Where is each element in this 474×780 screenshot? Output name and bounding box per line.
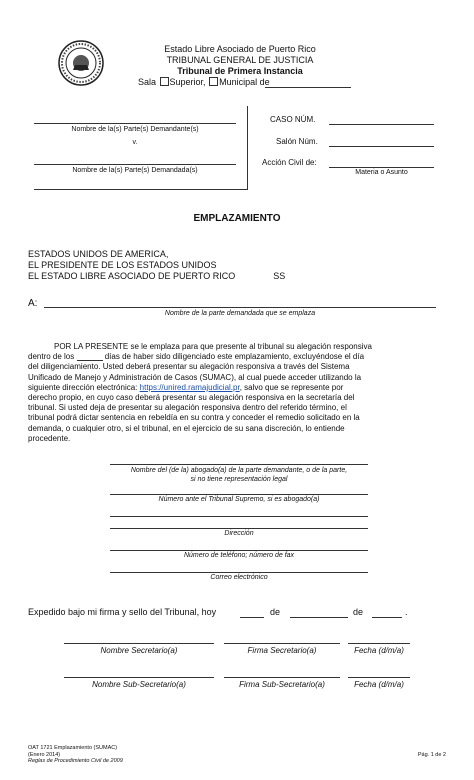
ss-label: SS — [273, 271, 286, 281]
dia-field[interactable] — [240, 617, 264, 618]
abogado-caption-line2: si no tiene representación legal — [190, 476, 288, 483]
ano-field[interactable] — [372, 617, 402, 618]
body-line: tribunal. Si usted deja de presentar su alegación responsiva dentro del referido término, el — [28, 403, 347, 413]
a-caption: Nombre de la parte demandada que se emplaza — [164, 310, 316, 317]
header-line3: Tribunal de Primera Instancia — [177, 66, 303, 76]
salon-num-label: Salón Núm. — [276, 137, 318, 146]
demandante-line[interactable] — [34, 123, 236, 124]
secretario-fecha-caption: Fecha (d/m/a) — [354, 646, 404, 655]
subsecretario-nombre-caption: Nombre Sub-Secretario(a) — [92, 680, 186, 689]
expedido-de1: de — [270, 607, 281, 617]
body-text-span: siguiente dirección electrónica: — [28, 382, 138, 392]
abogado-caption — [110, 466, 368, 484]
body-line: del diligenciamiento. Usted deberá presentar su alegación responsiva a través del Sistema — [28, 362, 350, 372]
versus-label: v. — [132, 139, 138, 146]
addressee-line3: EL ESTADO LIBRE ASOCIADO DE PUERTO RICO — [28, 271, 236, 281]
expedido-text: Expedido bajo mi firma y sello del Tribunal, hoy — [28, 607, 217, 617]
sumac-link[interactable]: https://unired.ramajudicial.pr — [139, 382, 240, 392]
header-line2: TRIBUNAL GENERAL DE JUSTICIA — [166, 55, 314, 65]
body-text-span: dentro de los — [28, 352, 75, 362]
body-text-span: días de haber sido diligenciado este emplazamiento, excluyéndose el día — [104, 352, 365, 362]
sala-row — [138, 77, 270, 87]
demandada-label: Nombre de la(s) Parte(s) Demandada(s) — [72, 167, 198, 174]
municipal-line[interactable] — [265, 87, 351, 88]
accion-civil-label: Acción Civil de: — [262, 158, 317, 167]
superior-checkbox[interactable] — [160, 77, 169, 86]
document-title: EMPLAZAMIENTO — [193, 213, 281, 224]
body-line: POR LA PRESENTE se le emplaza para que presente al tribunal su alegación responsiva — [54, 342, 372, 351]
secretario-fecha-field[interactable] — [348, 643, 410, 644]
municipal-label: Municipal de — [219, 77, 270, 87]
expedido-period: . — [405, 607, 408, 617]
expedido-de2: de — [353, 607, 364, 617]
abogado-caption-line1: Nombre del (de la) abogado(a) de la parte demandante, o de la parte, — [130, 467, 348, 474]
header-line1: Estado Libre Asociado de Puerto Rico — [164, 44, 316, 54]
body-line: derecho propio, en cuyo caso deberá presentar su alegación responsiva en la secretaría del — [28, 393, 355, 403]
body-line: procedente. — [28, 433, 71, 443]
form-footer — [28, 745, 123, 765]
accion-civil-field[interactable] — [329, 167, 434, 168]
caption-divider — [247, 106, 248, 190]
materia-label: Materia o Asunto — [355, 169, 408, 176]
direccion-caption: Dirección — [224, 530, 254, 537]
body-line: demanda, o cualquier otro, si el tribunal, en el ejercicio de su sana discreción, lo entiende — [28, 423, 345, 433]
demandada-emplazada-field[interactable] — [44, 307, 436, 308]
form-rules: Reglas de Procedimiento Civil de 2009 — [28, 758, 123, 764]
superior-label: Superior, — [169, 77, 206, 87]
page-number: Pág. 1 de 2 — [417, 752, 446, 758]
secretario-nombre-caption: Nombre Secretario(a) — [100, 646, 178, 655]
abogado-field[interactable] — [110, 464, 368, 465]
caso-num-field[interactable] — [329, 124, 434, 125]
addressee-line2: EL PRESIDENTE DE LOS ESTADOS UNIDOS — [28, 260, 217, 270]
salon-num-field[interactable] — [329, 146, 434, 147]
a-label: A: — [28, 298, 38, 309]
telefono-caption: Número de teléfono; número de fax — [183, 552, 295, 559]
direccion-field-1[interactable] — [110, 516, 368, 517]
body-line: Unificado de Manejo y Administración de Casos (SUMAC), al cual puede acceder utilizando la — [28, 372, 362, 382]
body-text — [28, 342, 434, 444]
sala-label: Sala — [138, 77, 157, 87]
addressee-line1: ESTADOS UNIDOS DE AMERICA, — [28, 249, 169, 259]
secretario-firma-caption: Firma Secretario(a) — [247, 646, 317, 655]
addressees — [28, 249, 285, 282]
form-number: OAT 1721 Emplazamiento (SUMAC) — [28, 745, 118, 751]
subsecretario-fecha-field[interactable] — [348, 677, 410, 678]
body-text-span: , salvo que se represente por — [239, 382, 344, 392]
demandante-label: Nombre de la(s) Parte(s) Demandante(s) — [71, 126, 199, 133]
court-seal — [58, 40, 104, 86]
tribunal-supremo-caption: Número ante el Tribunal Supremo, si es abogado(a) — [158, 496, 320, 503]
subsecretario-firma-caption: Firma Sub-Secretario(a) — [239, 680, 325, 689]
subsecretario-firma-field[interactable] — [224, 677, 340, 678]
direccion-field-2[interactable] — [110, 528, 368, 529]
caso-num-label: CASO NÚM. — [270, 115, 316, 124]
header — [140, 44, 340, 77]
dias-field[interactable] — [77, 360, 103, 361]
demandada-line[interactable] — [34, 164, 236, 165]
caption-bottom-line — [34, 189, 247, 190]
telefono-field[interactable] — [110, 550, 368, 551]
email-field[interactable] — [110, 572, 368, 573]
municipal-checkbox[interactable] — [209, 77, 218, 86]
subsecretario-fecha-caption: Fecha (d/m/a) — [354, 680, 404, 689]
secretario-nombre-field[interactable] — [64, 643, 214, 644]
mes-field[interactable] — [290, 617, 348, 618]
tribunal-supremo-field[interactable] — [110, 494, 368, 495]
email-caption: Correo electrónico — [210, 574, 268, 581]
body-line: tribunal podrá dictar sentencia en rebeldía en su contra y conceder el remedio solicitado en la — [28, 413, 360, 423]
form-date: (Enero 2014) — [28, 751, 61, 758]
subsecretario-nombre-field[interactable] — [64, 677, 214, 678]
secretario-firma-field[interactable] — [224, 643, 340, 644]
